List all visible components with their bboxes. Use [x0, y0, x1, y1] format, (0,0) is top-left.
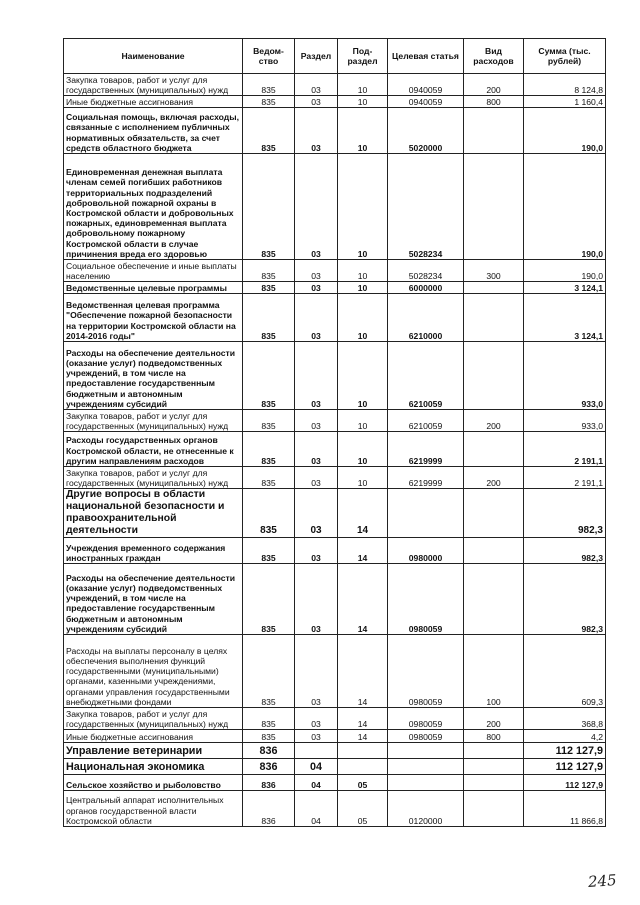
header-target: Целевая статья: [388, 39, 464, 74]
table-row: [64, 342, 606, 410]
cell-sum: 190,0: [524, 108, 606, 154]
cell-dept: 835: [243, 635, 295, 708]
table-row: [64, 564, 606, 635]
cell-dept: 835: [243, 260, 295, 282]
cell-exp-type: 200: [464, 410, 524, 432]
table-row: [64, 282, 606, 294]
cell-target: 0940059: [388, 74, 464, 96]
cell-exp-type: [464, 564, 524, 635]
cell-section: 04: [295, 775, 338, 791]
cell-sum: 2 191,1: [524, 467, 606, 489]
cell-subsection: 10: [338, 342, 388, 410]
cell-sum: 4,2: [524, 730, 606, 743]
cell-subsection: 10: [338, 108, 388, 154]
cell-section: 03: [295, 108, 338, 154]
table-row: [64, 154, 606, 260]
cell-name: Социальное обеспечение и иные выплаты населению: [64, 260, 243, 282]
table-row: [64, 759, 606, 775]
table-row: [64, 791, 606, 827]
cell-dept: 835: [243, 294, 295, 342]
table-header-row: [64, 39, 606, 74]
cell-subsection: 10: [338, 154, 388, 260]
cell-name: Ведомственная целевая программа "Обеспечение пожарной безопасности на территории Костромской области на 2014-2016 годы": [64, 294, 243, 342]
cell-dept: 835: [243, 489, 295, 538]
cell-section: 03: [295, 432, 338, 467]
cell-dept: 835: [243, 282, 295, 294]
cell-exp-type: [464, 759, 524, 775]
cell-subsection: 10: [338, 467, 388, 489]
cell-name: Социальная помощь, включая расходы, связанные с исполнением публичных нормативных обязательств, за счет средств областного бюджета: [64, 108, 243, 154]
cell-section: 03: [295, 74, 338, 96]
table-row: [64, 730, 606, 743]
cell-name: Иные бюджетные ассигнования: [64, 96, 243, 108]
cell-subsection: 14: [338, 708, 388, 730]
table-row: [64, 260, 606, 282]
cell-sum: 112 127,9: [524, 759, 606, 775]
cell-dept: 835: [243, 154, 295, 260]
cell-subsection: 14: [338, 635, 388, 708]
cell-name: Закупка товаров, работ и услуг для государственных (муниципальных) нужд: [64, 74, 243, 96]
cell-target: [388, 759, 464, 775]
cell-subsection: 05: [338, 791, 388, 827]
cell-target: 0980059: [388, 730, 464, 743]
cell-subsection: 10: [338, 96, 388, 108]
table-row: [64, 708, 606, 730]
cell-exp-type: [464, 108, 524, 154]
table-row: [64, 96, 606, 108]
page-number: 245: [587, 871, 618, 891]
cell-section: 03: [295, 260, 338, 282]
cell-name: Другие вопросы в области национальной безопасности и правоохранительной деятельности: [64, 489, 243, 538]
cell-subsection: 10: [338, 432, 388, 467]
cell-dept: 835: [243, 730, 295, 743]
cell-target: 6219999: [388, 432, 464, 467]
cell-section: 03: [295, 708, 338, 730]
table-body: [64, 74, 606, 827]
cell-name: Расходы на обеспечение деятельности (оказание услуг) подведомственных учреждений, в том числе на предоставление государственным бюджетным и автономным учреждениям субсидий: [64, 342, 243, 410]
cell-section: 03: [295, 635, 338, 708]
cell-sum: 112 127,9: [524, 743, 606, 759]
cell-target: [388, 743, 464, 759]
cell-exp-type: [464, 743, 524, 759]
cell-dept: 836: [243, 759, 295, 775]
cell-exp-type: [464, 432, 524, 467]
cell-name: Закупка товаров, работ и услуг для государственных (муниципальных) нужд: [64, 467, 243, 489]
table-row: [64, 743, 606, 759]
cell-exp-type: [464, 489, 524, 538]
cell-section: 03: [295, 342, 338, 410]
cell-name: Сельское хозяйство и рыболовство: [64, 775, 243, 791]
table-row: [64, 489, 606, 538]
cell-subsection: 10: [338, 410, 388, 432]
cell-sum: 2 191,1: [524, 432, 606, 467]
cell-exp-type: 200: [464, 708, 524, 730]
cell-section: 03: [295, 282, 338, 294]
table-row: [64, 410, 606, 432]
cell-exp-type: [464, 154, 524, 260]
cell-exp-type: [464, 294, 524, 342]
cell-dept: 836: [243, 791, 295, 827]
cell-section: [295, 743, 338, 759]
cell-sum: 3 124,1: [524, 282, 606, 294]
table-row: [64, 74, 606, 96]
cell-section: 04: [295, 791, 338, 827]
cell-sum: 933,0: [524, 410, 606, 432]
cell-subsection: 05: [338, 775, 388, 791]
table-row: [64, 538, 606, 564]
cell-exp-type: 800: [464, 96, 524, 108]
cell-section: 04: [295, 759, 338, 775]
cell-target: 0940059: [388, 96, 464, 108]
cell-name: Закупка товаров, работ и услуг для государственных (муниципальных) нужд: [64, 410, 243, 432]
cell-name: Ведомственные целевые программы: [64, 282, 243, 294]
table-row: [64, 432, 606, 467]
cell-target: 0980059: [388, 564, 464, 635]
cell-dept: 836: [243, 775, 295, 791]
header-subsection: Под-раздел: [338, 39, 388, 74]
cell-sum: 982,3: [524, 564, 606, 635]
table-row: [64, 775, 606, 791]
cell-target: [388, 489, 464, 538]
cell-dept: 835: [243, 432, 295, 467]
cell-target: 0980059: [388, 708, 464, 730]
cell-dept: 835: [243, 96, 295, 108]
cell-sum: 1 160,4: [524, 96, 606, 108]
cell-exp-type: [464, 342, 524, 410]
cell-dept: 835: [243, 342, 295, 410]
cell-exp-type: [464, 282, 524, 294]
cell-exp-type: 300: [464, 260, 524, 282]
cell-exp-type: 800: [464, 730, 524, 743]
cell-subsection: 14: [338, 538, 388, 564]
cell-sum: 982,3: [524, 489, 606, 538]
cell-sum: 11 866,8: [524, 791, 606, 827]
table-row: [64, 467, 606, 489]
cell-dept: 835: [243, 564, 295, 635]
cell-dept: 835: [243, 410, 295, 432]
cell-section: 03: [295, 564, 338, 635]
budget-table: [63, 38, 606, 827]
cell-name: Иные бюджетные ассигнования: [64, 730, 243, 743]
cell-subsection: 14: [338, 489, 388, 538]
cell-subsection: 10: [338, 260, 388, 282]
cell-name: Центральный аппарат исполнительных органов государственной власти Костромской области: [64, 791, 243, 827]
cell-name: Закупка товаров, работ и услуг для государственных (муниципальных) нужд: [64, 708, 243, 730]
cell-dept: 835: [243, 538, 295, 564]
cell-target: 6219999: [388, 467, 464, 489]
table-row: [64, 635, 606, 708]
cell-section: 03: [295, 730, 338, 743]
cell-dept: 835: [243, 108, 295, 154]
cell-exp-type: 100: [464, 635, 524, 708]
cell-exp-type: 200: [464, 467, 524, 489]
cell-sum: 982,3: [524, 538, 606, 564]
cell-name: Национальная экономика: [64, 759, 243, 775]
cell-section: 03: [295, 467, 338, 489]
cell-subsection: 10: [338, 74, 388, 96]
cell-exp-type: [464, 791, 524, 827]
cell-target: 6210000: [388, 294, 464, 342]
cell-target: 6000000: [388, 282, 464, 294]
cell-name: Расходы государственных органов Костромской области, не отнесенные к другим направлениям расходов: [64, 432, 243, 467]
cell-subsection: 14: [338, 730, 388, 743]
cell-dept: 835: [243, 467, 295, 489]
cell-name: Расходы на обеспечение деятельности (оказание услуг) подведомственных учреждений, в том числе на предоставление государственным бюджетным и автономным учреждениям субсидий: [64, 564, 243, 635]
cell-exp-type: [464, 775, 524, 791]
cell-name: Расходы на выплаты персоналу в целях обеспечения выполнения функций государственными (муниципальными) органами, казенными учреждениями, органами управления государственными внебюджетными фондами: [64, 635, 243, 708]
cell-sum: 190,0: [524, 154, 606, 260]
cell-subsection: [338, 759, 388, 775]
cell-subsection: 10: [338, 282, 388, 294]
cell-target: [388, 775, 464, 791]
cell-target: 0980059: [388, 635, 464, 708]
cell-target: 6210059: [388, 410, 464, 432]
cell-target: 5028234: [388, 154, 464, 260]
cell-section: 03: [295, 294, 338, 342]
cell-sum: 190,0: [524, 260, 606, 282]
table-row: [64, 108, 606, 154]
cell-dept: 835: [243, 74, 295, 96]
cell-target: 0120000: [388, 791, 464, 827]
cell-target: 5028234: [388, 260, 464, 282]
cell-subsection: 14: [338, 564, 388, 635]
header-sum: Сумма (тыс. рублей): [524, 39, 606, 74]
cell-sum: 368,8: [524, 708, 606, 730]
cell-sum: 112 127,9: [524, 775, 606, 791]
header-dept: Ведом-ство: [243, 39, 295, 74]
cell-dept: 835: [243, 708, 295, 730]
cell-sum: 933,0: [524, 342, 606, 410]
cell-section: 03: [295, 96, 338, 108]
cell-sum: 8 124,8: [524, 74, 606, 96]
cell-section: 03: [295, 489, 338, 538]
cell-name: Единовременная денежная выплата членам семей погибших работников территориальных подразделений добровольной пожарной охраны в Костромской области и добровольных пожарных, единовременная выплата добровольному пожарному Костромской области в случае причинения вреда его здоровью: [64, 154, 243, 260]
cell-subsection: 10: [338, 294, 388, 342]
table-row: [64, 294, 606, 342]
cell-section: 03: [295, 538, 338, 564]
cell-section: 03: [295, 410, 338, 432]
cell-sum: 3 124,1: [524, 294, 606, 342]
cell-exp-type: 200: [464, 74, 524, 96]
header-section: Раздел: [295, 39, 338, 74]
cell-target: 0980000: [388, 538, 464, 564]
cell-exp-type: [464, 538, 524, 564]
cell-target: 5020000: [388, 108, 464, 154]
header-exp-type: Вид расходов: [464, 39, 524, 74]
cell-subsection: [338, 743, 388, 759]
cell-name: Управление ветеринарии: [64, 743, 243, 759]
cell-name: Учреждения временного содержания иностранных граждан: [64, 538, 243, 564]
header-name: Наименование: [64, 39, 243, 74]
cell-dept: 836: [243, 743, 295, 759]
cell-section: 03: [295, 154, 338, 260]
cell-sum: 609,3: [524, 635, 606, 708]
cell-target: 6210059: [388, 342, 464, 410]
